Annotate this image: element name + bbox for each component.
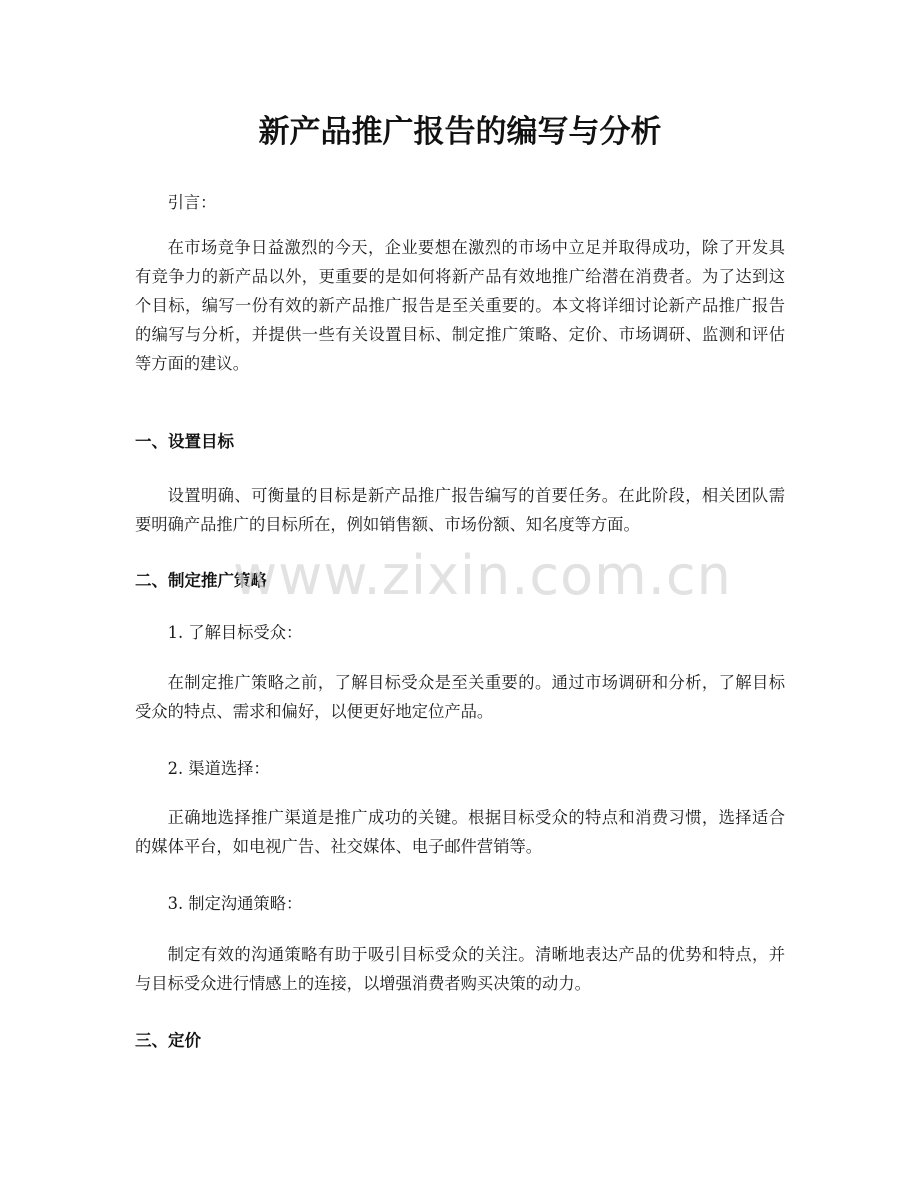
goals-paragraph: 设置明确、可衡量的目标是新产品推广报告编写的首要任务。在此阶段，相关团队需要明确产品推广的目标所在，例如销售额、市场份额、知名度等方面。: [135, 486, 785, 534]
watermark: www.zixin.com.cn: [233, 544, 732, 607]
channels-paragraph: 正确地选择推广渠道是推广成功的关键。根据目标受众的特点和消费习惯，选择适合的媒体平台，如电视广告、社交媒体、电子邮件营销等。: [135, 808, 785, 856]
section-heading-pricing: 三、定价: [135, 1031, 201, 1050]
communication-paragraph: 制定有效的沟通策略有助于吸引目标受众的关注。清晰地表达产品的优势和特点，并与目标受众进行情感上的连接，以增强消费者购买决策的动力。: [135, 945, 785, 993]
document-title: 新产品推广报告的编写与分析: [258, 114, 662, 150]
subsection-label-channels: 2. 渠道选择：: [167, 759, 270, 778]
intro-label: 引言：: [167, 193, 217, 212]
section-heading-strategy: 二、制定推广策略: [135, 571, 267, 590]
subsection-label-audience: 1. 了解目标受众：: [167, 623, 303, 642]
section-heading-goals: 一、设置目标: [135, 432, 234, 451]
intro-paragraph: 在市场竞争日益激烈的今天，企业要想在激烈的市场中立足并取得成功，除了开发具有竞争力的新产品以外，更重要的是如何将新产品有效地推广给潜在消费者。为了达到这个目标，编写一份有效的新产品推广报告是至关重要的。本文将详细讨论新产品推广报告的编写与分析，并提供一些有关设置目标、制定推广策略、定价、市场调研、监测和评估等方面的建议。: [135, 238, 785, 373]
subsection-label-communication: 3. 制定沟通策略：: [167, 894, 303, 913]
audience-paragraph: 在制定推广策略之前，了解目标受众是至关重要的。通过市场调研和分析，了解目标受众的特点、需求和偏好，以便更好地定位产品。: [135, 673, 785, 721]
